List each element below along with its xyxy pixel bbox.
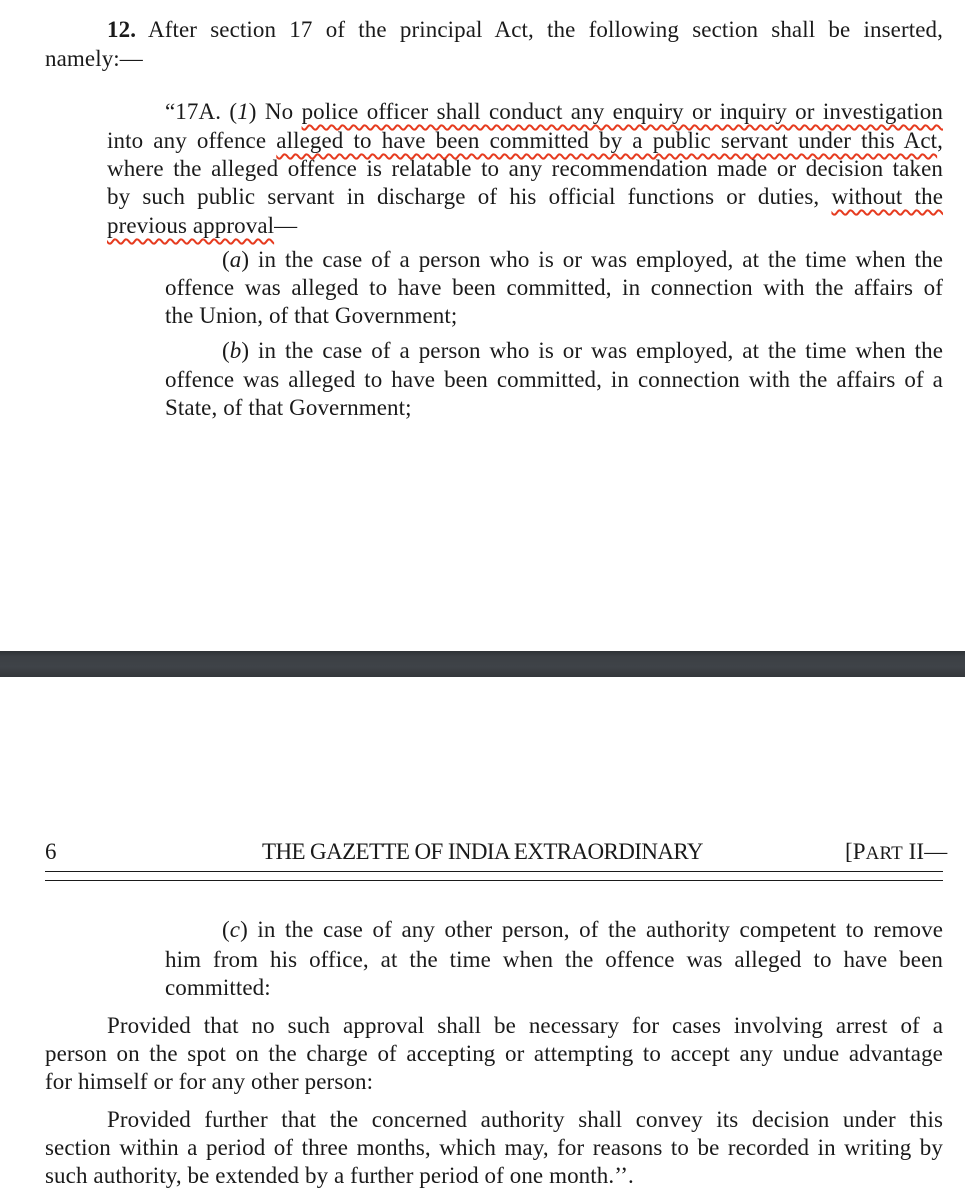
clause-a-label: a: [229, 247, 242, 272]
section-12-line-1: [107, 16, 943, 44]
gazette-title: THE GAZETTE OF INDIA EXTRAORDINARY: [262, 839, 703, 864]
section-12-text: After section 17 of the principal Act, the following section shall be inserted,: [148, 17, 943, 42]
section-12-number: 12.: [107, 17, 137, 42]
header-rule-top: [45, 871, 943, 872]
section-17a-line-1: [165, 98, 943, 126]
highlight-police-officer: police officer shall conduct any enquiry or inquiry or investigation: [301, 99, 943, 124]
clause-b-label: b: [229, 338, 242, 363]
header-rule-bottom: [45, 880, 943, 881]
part-label: [PART II—: [845, 839, 948, 864]
section-17a-lead: “17A. (1) No: [165, 99, 302, 124]
highlight-previous-approval: previous approval: [107, 213, 275, 238]
highlight-without: without the: [831, 184, 944, 209]
section-17a-line-5: previous approval—: [107, 213, 298, 238]
highlight-alleged: alleged to have been committed by a public servant under this Act: [276, 128, 938, 153]
page-number: 6: [45, 839, 57, 864]
section-17a-line-2: into any offence alleged to have been committed by a public servant under this Act,: [107, 128, 943, 153]
section-17a-line-4: by such public servant in discharge of his official functions or duties, without the: [107, 184, 944, 209]
section-17a-line-3: where the alleged offence is relatable to any recommendation made or decision taken: [107, 156, 943, 181]
clause-c-label: c: [229, 917, 241, 942]
section-12-line-2: namely:—: [45, 46, 143, 71]
page-separator-bar: [0, 651, 965, 677]
subsection-number: 1: [237, 99, 249, 124]
